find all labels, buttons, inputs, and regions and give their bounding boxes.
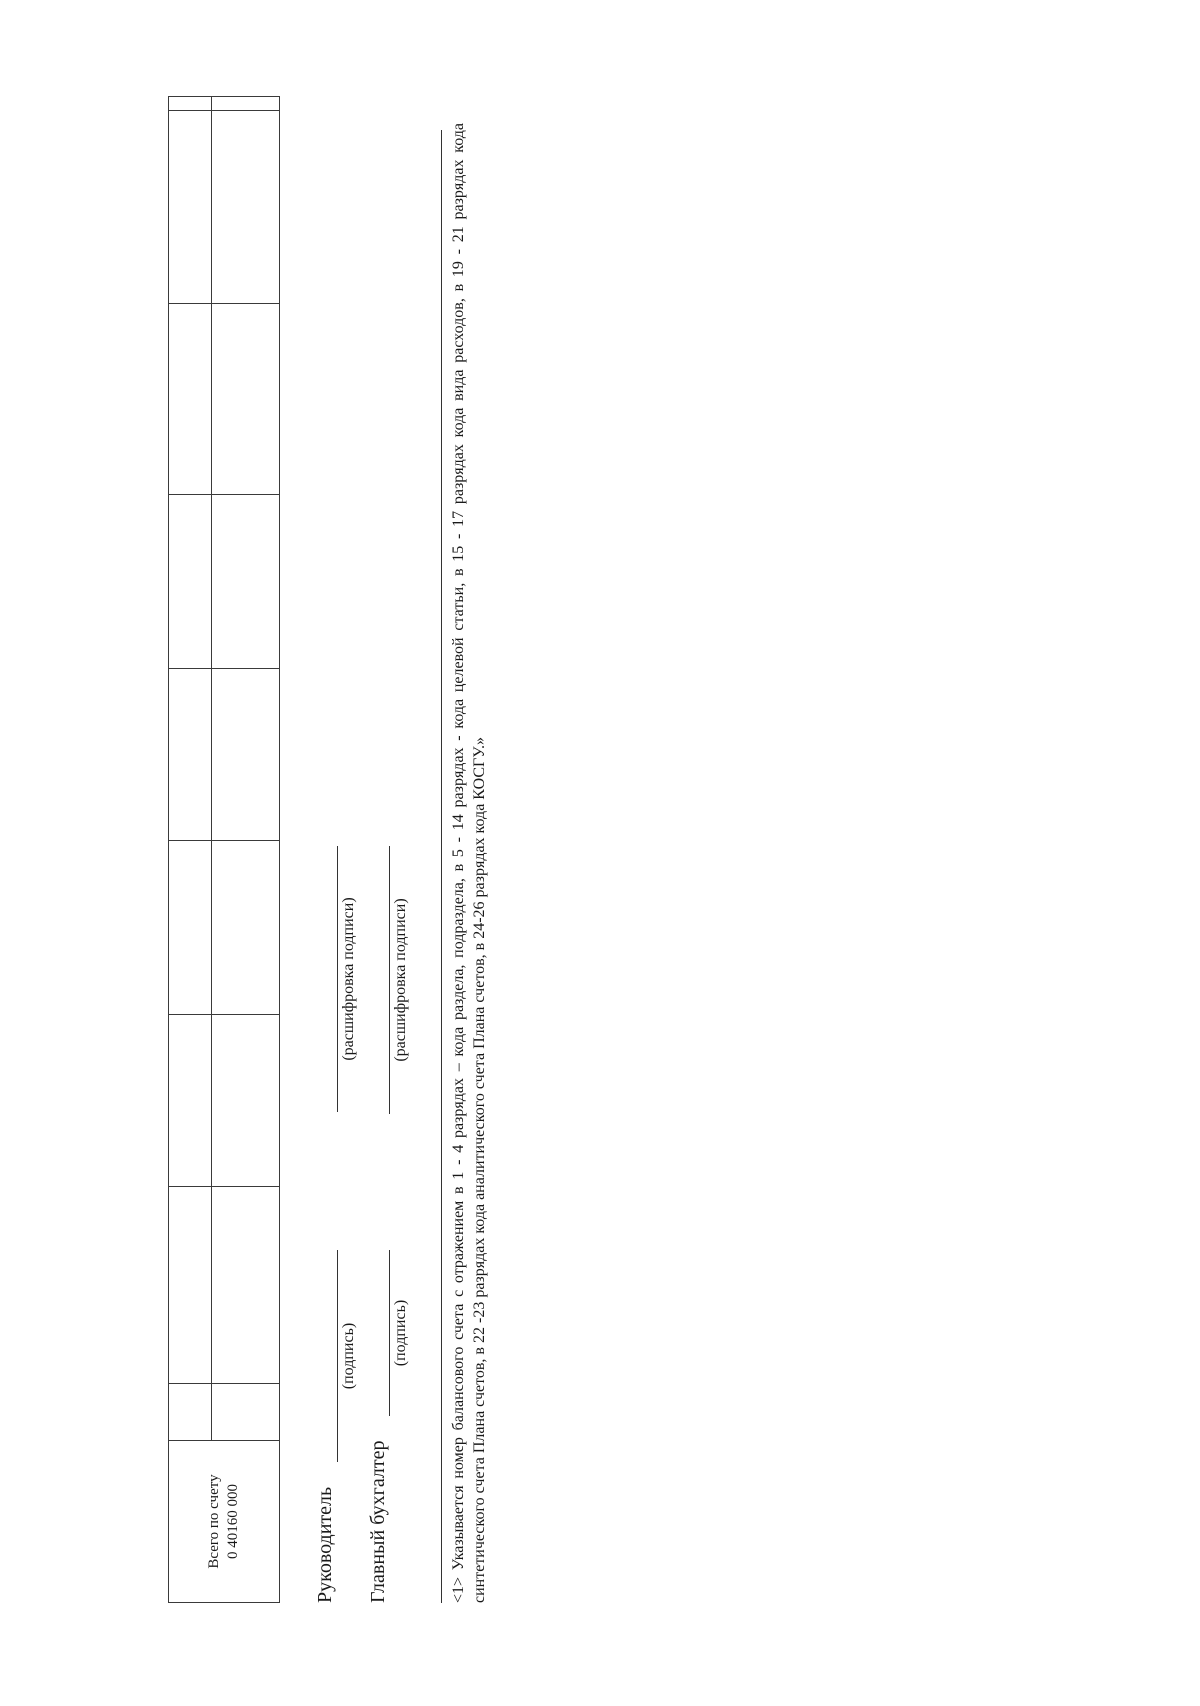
report-table [168, 96, 280, 1603]
table-cell [212, 97, 280, 111]
director-decoding-caption: (расшифровка подписи) [340, 897, 357, 1061]
table-cell [169, 1187, 212, 1384]
table-cell [212, 1187, 280, 1384]
table-cell [169, 97, 212, 111]
total-label-line2: 0 40160 000 [225, 1484, 241, 1559]
table-cell [212, 841, 280, 1015]
director-signature-line [337, 1250, 338, 1462]
table-cell [212, 495, 280, 669]
table-cell [212, 1384, 280, 1441]
table-cell [212, 1015, 280, 1187]
table-row [169, 97, 212, 1603]
table-cell [212, 111, 280, 304]
table-cell [169, 111, 212, 304]
director-title: Руководитель [314, 1486, 336, 1603]
table-cell [169, 669, 212, 841]
total-label-cell [169, 1441, 280, 1603]
table-row [212, 97, 280, 1603]
director-signature-caption: (подпись) [340, 1322, 357, 1390]
table-cell [212, 304, 280, 495]
footnote-text: <1> Указывается номер балансового счета с отражением в 1 - 4 разрядах – кода раздела, подраздела, в 5 - 14 разрядах - кода целевой статьи, в 15 - 17 разрядах кода вида расходов, в 19 - 21 разрядах кода синтетического счета Плана счетов, в 22 -23 разрядах кода аналитического счета Плана счетов, в 24-26 разрядах кода КОСГУ.» [450, 123, 488, 1603]
footnote-rule [441, 130, 442, 1603]
total-label-line1: Всего по счету [206, 1474, 222, 1569]
table-cell [169, 1384, 212, 1441]
director-decoding-line [337, 846, 338, 1112]
table-cell [169, 1015, 212, 1187]
chief-accountant-title: Главный бухгалтер [367, 1440, 389, 1603]
accountant-signature-caption: (подпись) [392, 1299, 409, 1367]
table-cell [169, 304, 212, 495]
table-cell [169, 495, 212, 669]
accountant-decoding-caption: (расшифровка подписи) [392, 898, 409, 1062]
accountant-decoding-line [389, 846, 390, 1114]
accountant-signature-line [389, 1250, 390, 1416]
table-cell [212, 669, 280, 841]
table-cell [169, 841, 212, 1015]
